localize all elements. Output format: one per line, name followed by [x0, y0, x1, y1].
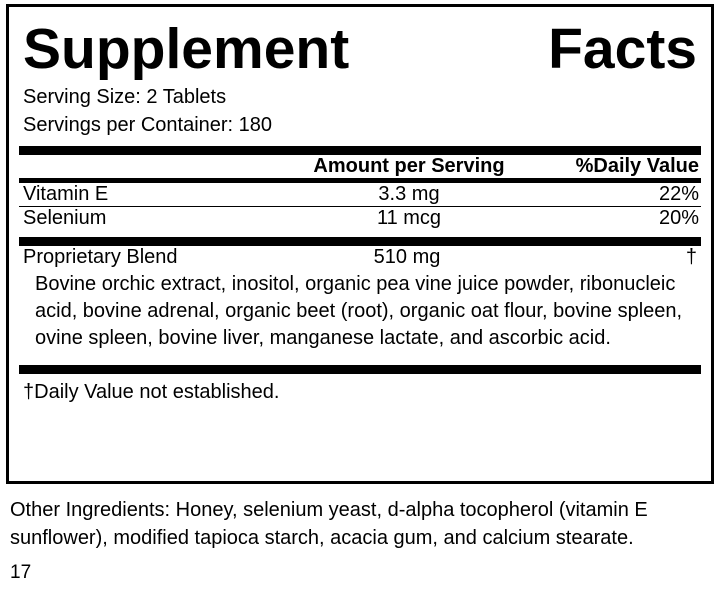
- nutrient-daily-value: 20%: [658, 207, 699, 230]
- title-word-supplement: Supplement: [23, 17, 350, 81]
- table-row: [19, 183, 701, 206]
- header-nutrient: [19, 155, 294, 178]
- divider-thick-top: [19, 146, 701, 155]
- nutrient-name: Selenium: [23, 207, 107, 230]
- table-header-row: [19, 155, 701, 178]
- divider-above-blend: [19, 237, 701, 246]
- table-row: [19, 246, 701, 269]
- divider-above-footnote: [19, 365, 701, 374]
- nutrient-table: [19, 183, 701, 206]
- page-title: [19, 17, 701, 81]
- nutrient-table-2: [19, 207, 701, 230]
- header-amount-per-serving: Amount per Serving: [313, 155, 505, 178]
- blend-ingredients: Bovine orchic extract, inositol, organic pea vine juice powder, ribonucleic acid, bovine adrenal, organic beet (root), organic oat flour, bovine spleen, ovine spleen, bovine liver, manganese lactate, and ascorbic acid.: [35, 273, 683, 350]
- header-daily-value: %Daily Value: [575, 155, 699, 178]
- blend-amount: 510 mg: [373, 246, 441, 269]
- supplement-facts-panel: [6, 4, 714, 484]
- blend-name: Proprietary Blend: [23, 246, 178, 269]
- daily-value-footnote: †Daily Value not established.: [23, 381, 280, 404]
- nutrient-daily-value: 22%: [658, 183, 699, 206]
- proprietary-blend-table: [19, 246, 701, 269]
- servings-per-container: Servings per Container: 180: [23, 113, 273, 136]
- facts-table: [19, 155, 701, 178]
- nutrient-amount: 11 mcg: [376, 207, 442, 230]
- other-ingredients: Other Ingredients: Honey, selenium yeast, d-alpha tocopherol (vitamin E sunflower), modified tapioca starch, acacia gum, and calcium stearate.: [10, 499, 648, 549]
- table-row: [19, 207, 701, 230]
- title-word-facts: Facts: [548, 17, 697, 81]
- nutrient-amount: 3.3 mg: [378, 183, 440, 206]
- page-number: 17: [10, 562, 32, 583]
- nutrient-name: Vitamin E: [23, 183, 109, 206]
- blend-daily-value: †: [685, 246, 697, 269]
- serving-size: Serving Size: 2 Tablets: [23, 86, 227, 108]
